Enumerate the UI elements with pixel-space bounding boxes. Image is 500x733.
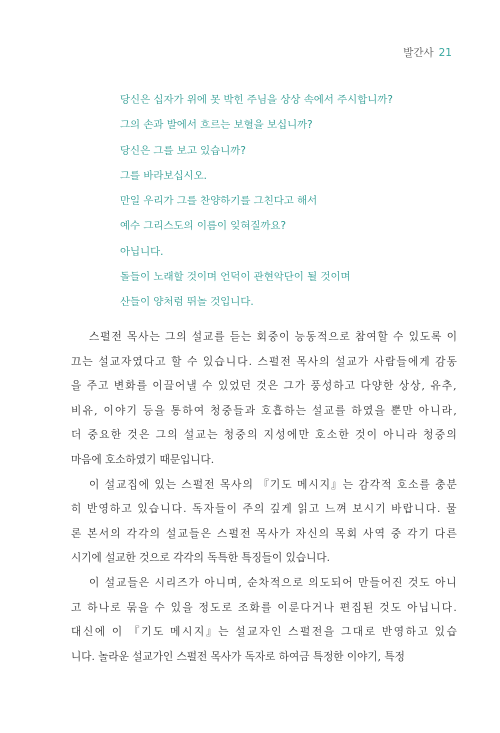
body-line: 론 본 서 의 각 각 의 설 교 들 은 스 펄 전 목 사 가 자 신 의 목 회 사 역 중 각 기 다 른 bbox=[71, 527, 457, 540]
verse-block bbox=[120, 88, 393, 316]
page-number: 21 bbox=[438, 47, 452, 59]
body-line: 을 주 고 변 화 를 이 끌 어 낼 수 있 었 던 것 은 그 가 풍 성 하 고 다 양 한 상 상 , 유 추 , bbox=[71, 380, 457, 393]
body-line: 니다. 놀라운 설교가인 스펄전 목사가 독자로 하여금 특정한 이야기, 특정 bbox=[71, 650, 405, 663]
verse-line: 당신은 그를 보고 있습니까? bbox=[120, 144, 246, 157]
verse-line: 당신은 십자가 위에 못 박힌 주님을 상상 속에서 주시합니까? bbox=[120, 94, 393, 106]
running-header bbox=[403, 45, 452, 60]
body-line: 더 중 요 한 것 은 그 의 설 교 는 청 중 의 지 성 에 만 호 소 한 것 이 아 니 라 청 중 의 bbox=[71, 429, 457, 442]
body-line: 대 신 에 이 『 기 도 메 시 지 』 는 설 교 자 인 스 펄 전 을 그 대 로 반 영 하 고 있 습 bbox=[71, 626, 457, 639]
running-header-section: 발간사 bbox=[403, 47, 434, 59]
verse-line: 아닙니다. bbox=[120, 245, 164, 258]
body-line: 끄 는 설 교 자 였 다 고 할 수 있 습 니 다 . 스 펄 전 목 사 의 설 교 가 사 람 들 에 게 감 동 bbox=[71, 355, 457, 368]
verse-line: 만일 우리가 그를 찬양하기를 그친다고 해서 bbox=[120, 195, 318, 208]
verse-line: 산들이 양처럼 뛰놀 것입니다. bbox=[120, 296, 254, 309]
verse-line: 예수 그리스도의 이름이 잊혀질까요? bbox=[120, 220, 286, 233]
body-line: 시기에 설교한 것으로 각각의 독특한 특징들이 있습니다. bbox=[71, 552, 330, 565]
body-line: 마음에 호소하였기 때문입니다. bbox=[71, 453, 215, 466]
body-line: 이 설 교 집 에 있 는 스 펄 전 목 사 의 『 기 도 메 시 지 』 는 감 각 적 호 소 를 충 분 bbox=[89, 478, 457, 491]
body-line: 히 반 영 하 고 있 습 니 다 . 독 자 들 이 주 의 깊 게 읽 고 느 껴 보 시 기 바 랍 니 다 . 물 bbox=[71, 503, 457, 516]
verse-line: 그를 바라보십시오. bbox=[120, 169, 207, 182]
body-text bbox=[71, 325, 457, 669]
verse-line: 그의 손과 발에서 흐르는 보혈을 보십니까? bbox=[120, 119, 313, 132]
body-line: 고 하 나 로 묶 을 수 있 을 정 도 로 조 화 를 이 룬 다 거 나 편 집 된 것 도 아 닙 니 다 . bbox=[71, 601, 457, 614]
verse-line: 돌들이 노래할 것이며 언덕이 관현악단이 될 것이며 bbox=[120, 271, 351, 284]
body-line: 비 유 , 이 야 기 등 을 통 하 여 청 중 들 과 호 흡 하 는 설 교 를 하 였 을 뿐 만 아 니 라 , bbox=[71, 404, 457, 417]
body-line: 스 펄 전 목 사 는 그 의 설 교 를 듣 는 회 중 이 능 동 적 으 로 참 여 할 수 있 도 록 이 bbox=[89, 331, 457, 343]
body-line: 이 설 교 들 은 시 리 즈 가 아 니 며 , 순 차 적 으 로 의 도 되 어 만 들 어 진 것 도 아 니 bbox=[89, 576, 457, 589]
